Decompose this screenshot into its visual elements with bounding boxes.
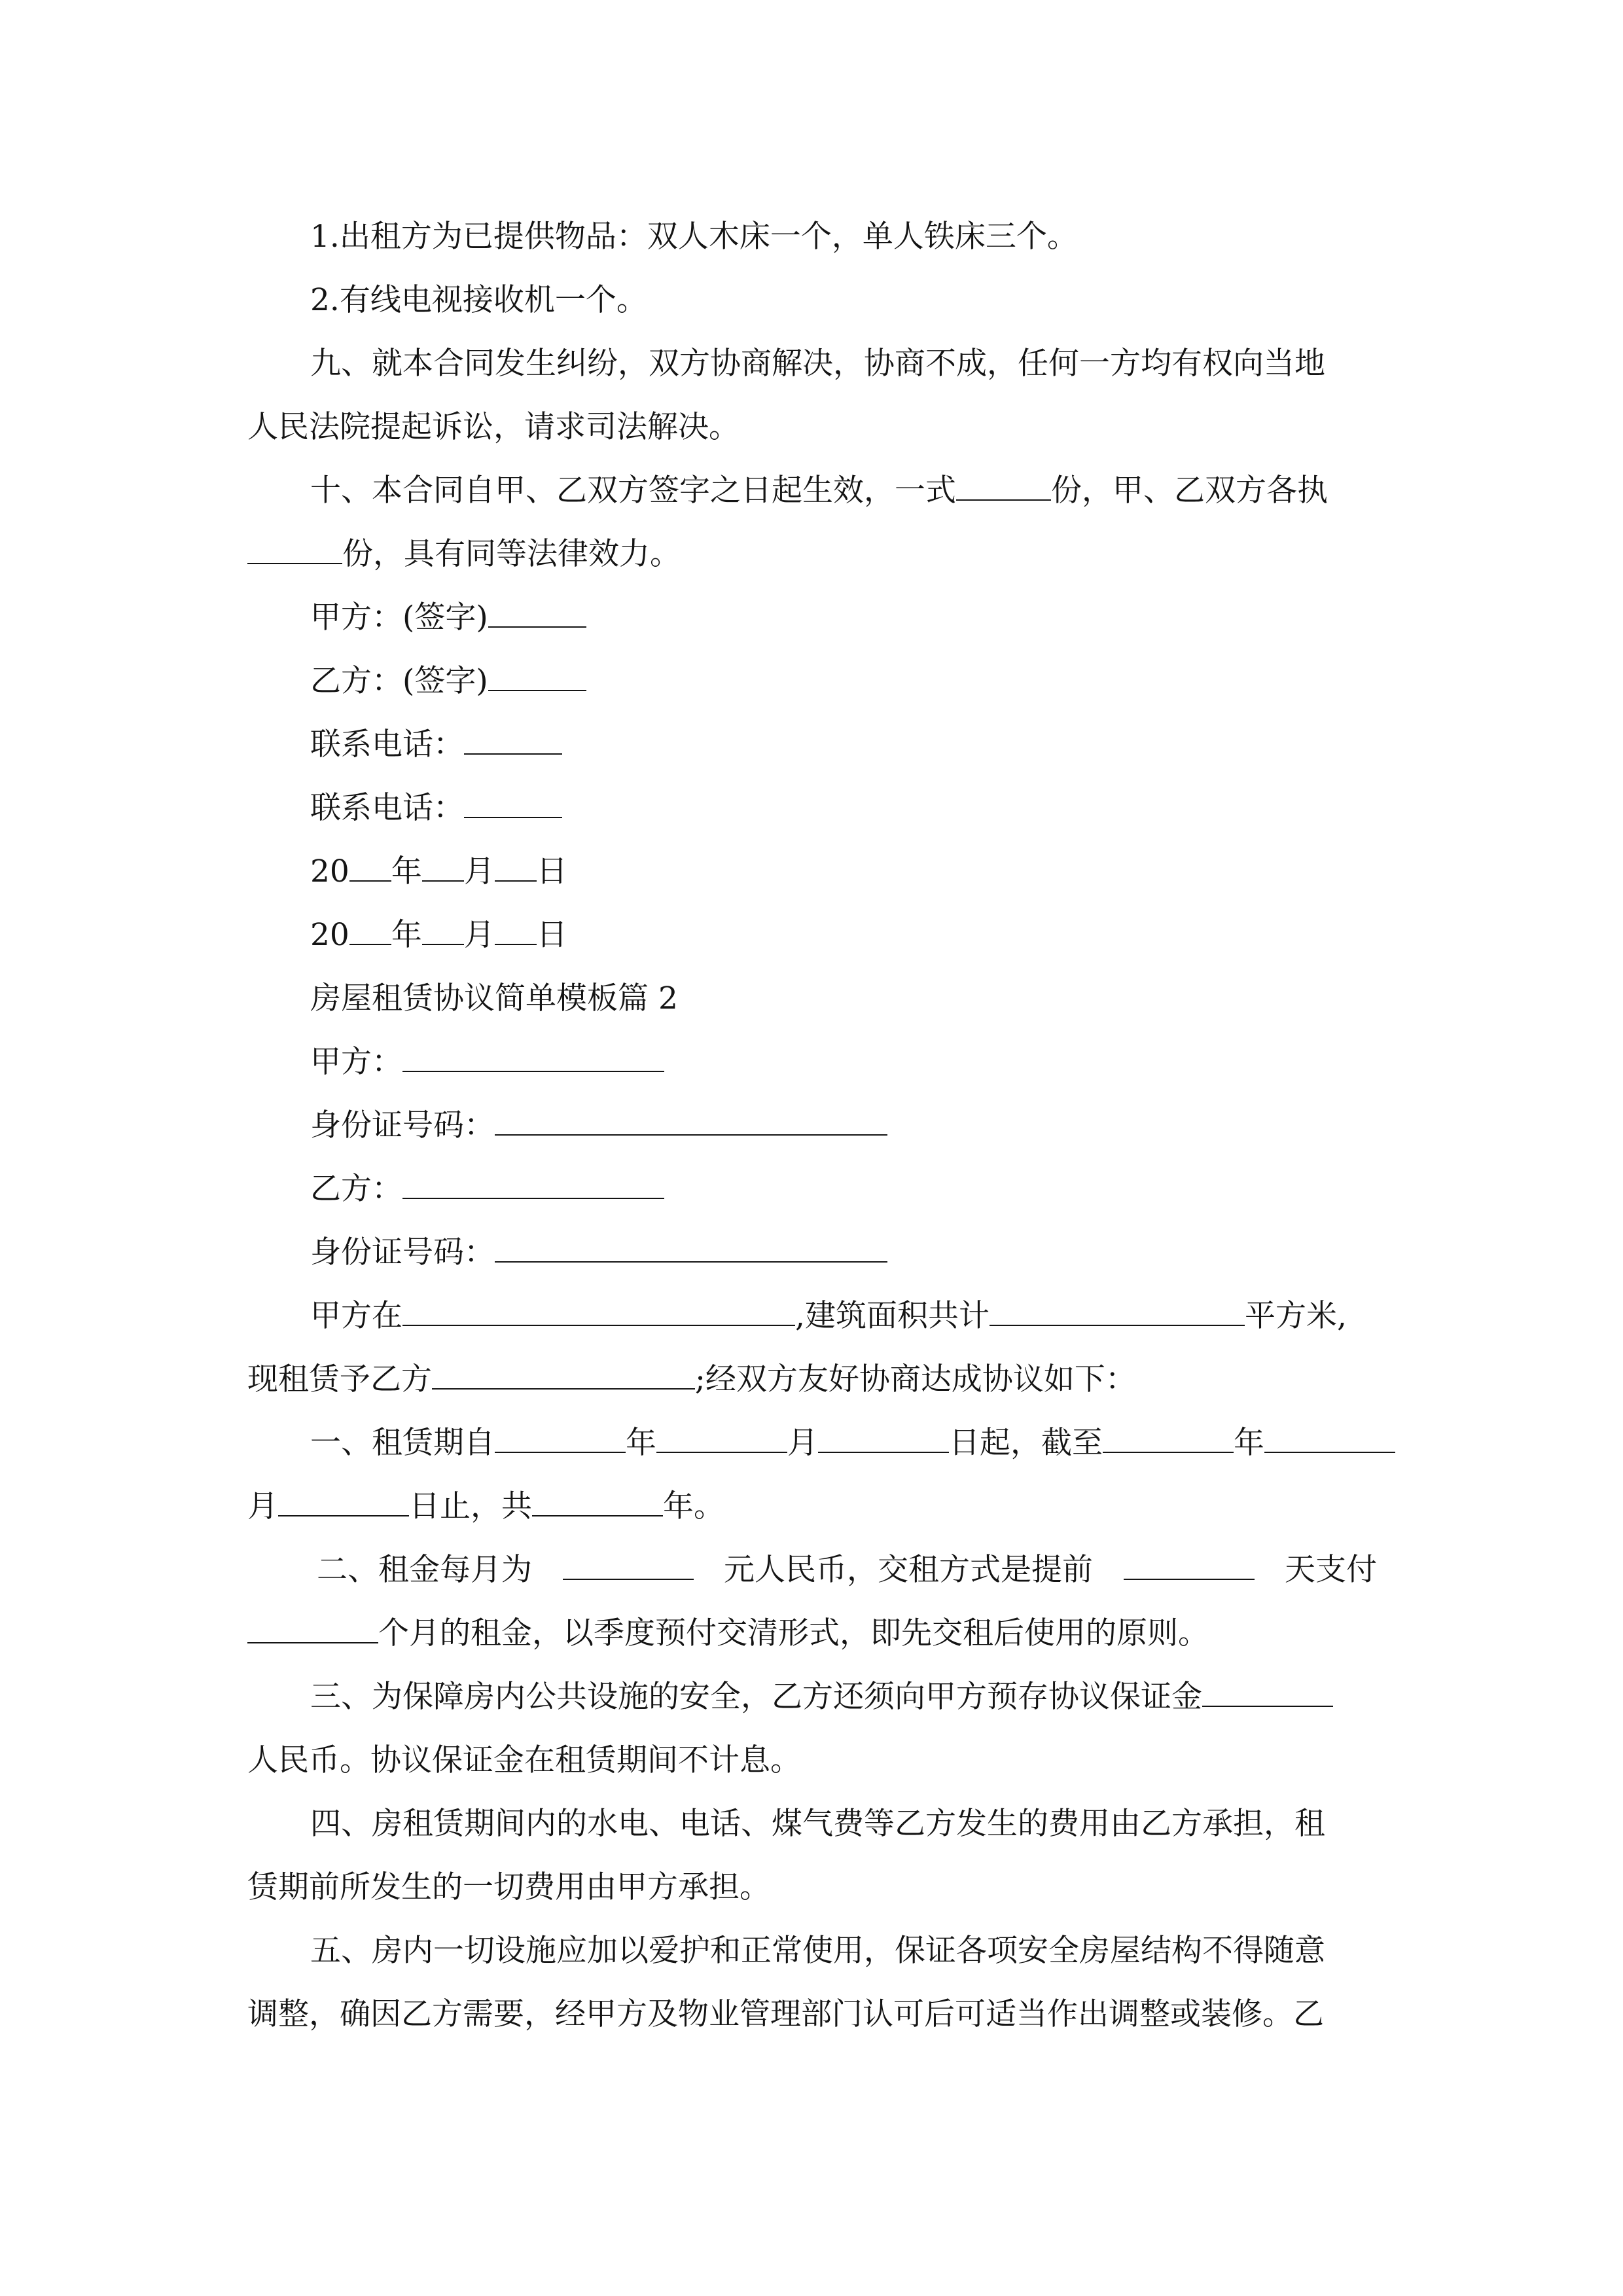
party-b-sign-blank[interactable] xyxy=(488,666,586,691)
clause-10-text-b: 份，甲、乙双方各执 xyxy=(1051,473,1328,509)
t2-c2-a: 二、租金每月为 xyxy=(317,1552,532,1588)
item-2-text: 2.有线电视接收机一个。 xyxy=(310,282,647,318)
t2-c3-a: 三、为保障房内公共设施的安全，乙方还须向甲方预存协议保证金 xyxy=(310,1679,1202,1715)
date-line-1 xyxy=(247,840,1377,903)
clause-10-line-2 xyxy=(247,522,1377,586)
t2-clause-5-line-2 xyxy=(247,1982,1377,2046)
month-label-2: 月 xyxy=(463,917,495,953)
t2-party-a-label: 甲方： xyxy=(310,1044,402,1080)
t2-intro-d: 现租赁予乙方 xyxy=(247,1361,432,1397)
phone-line-2 xyxy=(247,776,1377,840)
t2-c2-d: 个月的租金，以季度预付交清形式，即先交租后使用的原则。 xyxy=(378,1615,1209,1651)
signature-party-a xyxy=(247,586,1377,649)
house-address-blank[interactable] xyxy=(402,1301,795,1326)
t2-intro-b: ,建筑面积共计 xyxy=(795,1298,990,1334)
t2-clause-2-line-2 xyxy=(247,1602,1377,1665)
t2-intro-c: 平方米, xyxy=(1244,1298,1347,1334)
t2-id-a-blank[interactable] xyxy=(495,1111,887,1136)
total-years-blank[interactable] xyxy=(532,1492,663,1516)
t2-party-b-label: 乙方： xyxy=(310,1171,402,1207)
t2-c4-line2: 赁期前所发生的一切费用由甲方承担。 xyxy=(247,1869,770,1905)
party-b-sign-label: 乙方：(签字) xyxy=(310,663,488,699)
t2-party-a-blank[interactable] xyxy=(402,1047,664,1072)
end-day-blank[interactable] xyxy=(278,1492,409,1516)
monthly-rent-blank[interactable] xyxy=(563,1555,694,1580)
clause-10-line-1 xyxy=(247,459,1377,522)
phone-blank-1[interactable] xyxy=(464,730,562,755)
clause-10-text-a: 十、本合同自甲、乙双方签字之日起生效，一式 xyxy=(310,473,956,509)
use-purpose-blank[interactable] xyxy=(432,1365,695,1390)
t2-clause-1-line-1 xyxy=(247,1411,1377,1475)
date-prefix-2: 20 xyxy=(310,917,349,953)
t2-c1-d: 日起，截至 xyxy=(949,1425,1103,1461)
area-blank[interactable] xyxy=(990,1301,1245,1326)
t2-intro-e: ;经双方友好协商达成协议如下： xyxy=(695,1361,1136,1397)
clause-9-text-2: 人民法院提起诉讼，请求司法解决。 xyxy=(247,409,740,445)
clause-10-text-c: 份，具有同等法律效力。 xyxy=(342,536,681,572)
t2-party-b-line xyxy=(247,1157,1377,1221)
t2-c1-c: 月 xyxy=(787,1425,818,1461)
t2-clause-3-line-1 xyxy=(247,1665,1377,1729)
clause-9-text-1: 九、就本合同发生纠纷，双方协商解决，协商不成，任何一方均有权向当地 xyxy=(310,346,1325,382)
month-label-1: 月 xyxy=(463,853,495,889)
day-blank-1[interactable] xyxy=(495,857,537,882)
phone-label-1: 联系电话： xyxy=(310,726,464,762)
t2-c5-line1: 五、房内一切设施应加以爱护和正常使用，保证各项安全房屋结构不得随意 xyxy=(310,1933,1325,1969)
t2-id-b-label: 身份证号码： xyxy=(310,1234,495,1270)
t2-intro-line-2 xyxy=(247,1348,1377,1411)
t2-clause-4-line-2 xyxy=(247,1856,1377,1919)
t2-intro-a: 甲方在 xyxy=(310,1298,402,1334)
party-a-sign-label: 甲方：(签字) xyxy=(310,600,488,636)
t2-c1-g: 日止，共 xyxy=(409,1488,532,1524)
t2-id-b-blank[interactable] xyxy=(495,1238,887,1263)
copies-blank[interactable] xyxy=(956,476,1051,501)
t2-clause-2-line-1 xyxy=(247,1538,1377,1602)
t2-party-b-blank[interactable] xyxy=(402,1174,664,1199)
party-a-sign-blank[interactable] xyxy=(488,603,586,628)
t2-c1-f: 月 xyxy=(247,1488,278,1524)
t2-intro-line-1 xyxy=(247,1284,1377,1348)
t2-c4-line1: 四、房租赁期间内的水电、电话、煤气费等乙方发生的费用由乙方承担，租 xyxy=(310,1806,1325,1842)
phone-blank-2[interactable] xyxy=(464,793,562,818)
t2-clause-4-line-1 xyxy=(247,1792,1377,1856)
year-label-2: 年 xyxy=(391,917,422,953)
date-line-2 xyxy=(247,903,1377,967)
item-line-1 xyxy=(247,205,1377,268)
phone-line-1 xyxy=(247,713,1377,776)
day-label-2: 日 xyxy=(536,917,567,953)
end-year-blank[interactable] xyxy=(1103,1428,1234,1453)
item-line-2 xyxy=(247,268,1377,332)
start-day-blank[interactable] xyxy=(818,1428,949,1453)
year-label-1: 年 xyxy=(391,853,422,889)
t2-c2-c: 天支付 xyxy=(1285,1552,1377,1588)
t2-c1-b: 年 xyxy=(626,1425,656,1461)
t2-c1-h: 年。 xyxy=(663,1488,724,1524)
document-body xyxy=(247,205,1377,2046)
day-label-1: 日 xyxy=(536,853,567,889)
t2-party-a-line xyxy=(247,1030,1377,1094)
t2-c3-b: 人民币。协议保证金在租赁期间不计息。 xyxy=(247,1742,801,1778)
t2-id-a-label: 身份证号码： xyxy=(310,1107,495,1143)
template-2-title: 房屋租赁协议简单模板篇 2 xyxy=(310,980,678,1016)
t2-clause-5-line-1 xyxy=(247,1919,1377,1982)
date-prefix-1: 20 xyxy=(310,853,349,889)
days-advance-blank[interactable] xyxy=(1124,1555,1255,1580)
t2-c5-line2: 调整，确因乙方需要，经甲方及物业管理部门认可后可适当作出调整或装修。乙 xyxy=(247,1996,1324,2032)
t2-c1-a: 一、租赁期自 xyxy=(310,1425,495,1461)
phone-label-2: 联系电话： xyxy=(310,790,464,826)
copies-each-blank[interactable] xyxy=(247,539,342,564)
t2-clause-1-line-2 xyxy=(247,1475,1377,1538)
months-rent-blank[interactable] xyxy=(247,1619,378,1643)
month-blank-1[interactable] xyxy=(422,857,464,882)
month-blank-2[interactable] xyxy=(422,920,464,945)
day-blank-2[interactable] xyxy=(495,920,537,945)
year-blank-1[interactable] xyxy=(349,857,391,882)
start-month-blank[interactable] xyxy=(656,1428,787,1453)
clause-9-line-1 xyxy=(247,332,1377,395)
t2-c1-e: 年 xyxy=(1234,1425,1264,1461)
signature-party-b xyxy=(247,649,1377,713)
end-month-blank-part[interactable] xyxy=(1264,1428,1395,1453)
t2-c2-b: 元人民币，交租方式是提前 xyxy=(724,1552,1093,1588)
start-year-blank[interactable] xyxy=(495,1428,626,1453)
year-blank-2[interactable] xyxy=(349,920,391,945)
template-2-title-line xyxy=(247,967,1377,1030)
t2-id-b-line xyxy=(247,1221,1377,1284)
deposit-blank[interactable] xyxy=(1202,1682,1333,1707)
t2-clause-3-line-2 xyxy=(247,1729,1377,1792)
clause-9-line-2 xyxy=(247,395,1377,459)
item-1-text: 1.出租方为已提供物品：双人木床一个，单人铁床三个。 xyxy=(310,219,1078,255)
t2-id-a-line xyxy=(247,1094,1377,1157)
